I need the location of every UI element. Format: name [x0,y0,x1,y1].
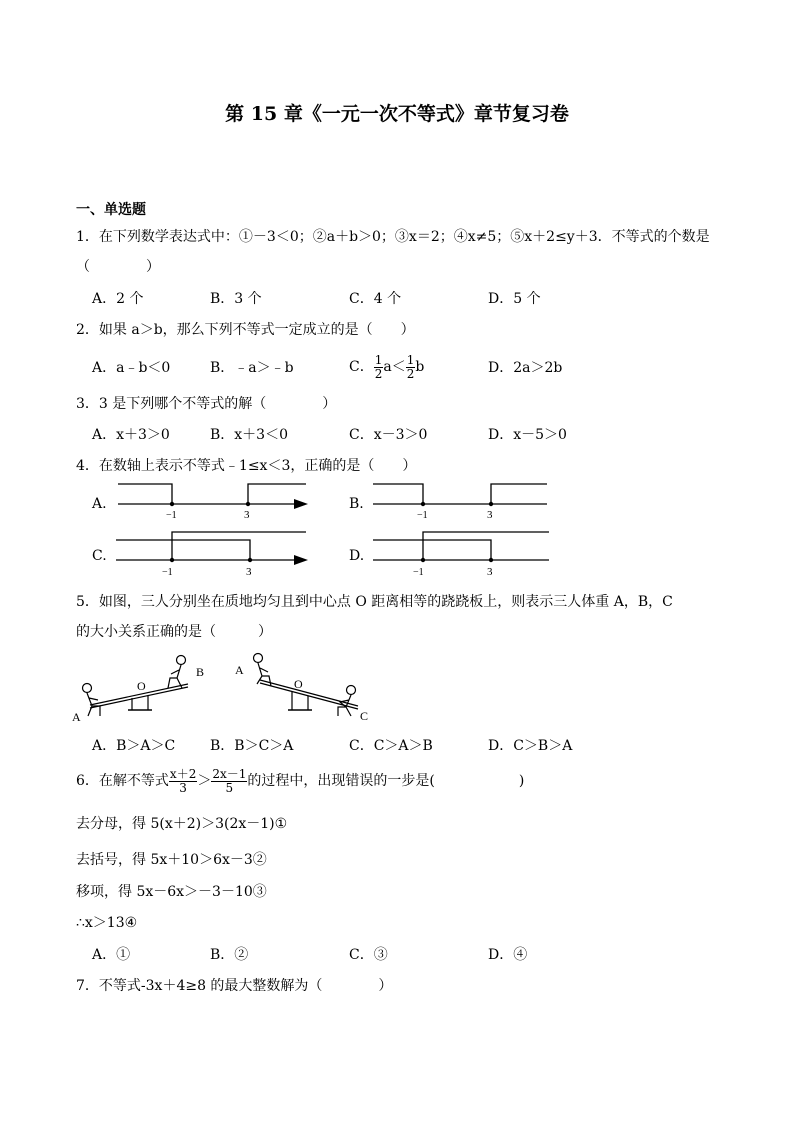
q2-option-c: C． $\frac{1}{2}$ a＜ $\frac{1}{2}$ b [349,352,425,381]
q2-option-a: A．a﹣b＜0 [92,360,171,376]
question-2-stem: 2．如果 a＞b，那么下列不等式一定成立的是（ ） [76,322,415,338]
tick-label: 3 [487,509,493,521]
q1-option-a: A．2 个 [92,291,144,307]
figure-label-c: C [360,709,369,723]
q3-option-d: D．x－5＞0 [488,427,567,443]
tick-label: −1 [413,567,424,578]
seesaw-left [72,656,204,725]
q4-label-c: C. [92,548,107,564]
q4-label-b: B. [349,496,364,512]
q4-numberline-a [110,478,315,524]
tick-label: 3 [244,509,250,521]
figure-label-a: A [72,710,81,724]
q6-option-c: C．③ [349,947,388,963]
figure-label-b: B [196,665,205,679]
seesaw-right [235,654,368,724]
q4-label-d: D. [349,548,365,564]
seesaw-figure [70,650,380,730]
tick-label: −1 [417,510,428,521]
page-title: 第 15 章《一元一次不等式》章节复习卷 [225,103,569,125]
question-5-stem-line-1: 5．如图，三人分别坐在质地均匀且到中心点 O 距离相等的跷跷板上，则表示三人体重 A，B，C [76,594,673,610]
q5-option-b: B．B＞C＞A [210,738,294,754]
figure-label-a-right: A [235,663,244,677]
figure-label-o-right: O [294,677,303,691]
q6-step-2: 去括号，得 5x＋10＞6x－3② [76,852,267,868]
question-1-paren: （ ） [76,259,160,275]
q6-step-3: 移项，得 5x－6x＞－3－10③ [76,884,267,900]
q5-option-d: D．C＞B＞A [488,738,573,754]
section-heading: 一、单选题 [76,202,146,218]
q6-option-b: B．② [210,947,249,963]
q6-option-a: A．① [92,947,131,963]
q4-numberline-b [367,478,557,524]
q4-numberline-d [367,530,557,580]
question-4-stem: 4．在数轴上表示不等式﹣1≤x＜3，正确的是（ ） [76,458,417,474]
question-1-stem: 1．在下列数学表达式中：①－3＜0；②a＋b＞0；③x＝2；④x≠5；⑤x＋2≤y＋3．不等式的个数是 [76,229,710,245]
q1-option-b: B．3 个 [210,291,262,307]
q6-step-1: 去分母，得 5(x＋2)＞3(2x－1)① [76,816,288,832]
q2-option-d: D．2a＞2b [488,360,563,376]
q5-option-a: A．B＞A＞C [92,738,176,754]
q1-option-c: C．4 个 [349,291,402,307]
tick-label: −1 [162,567,173,578]
q3-option-a: A．x＋3＞0 [92,427,170,443]
q1-option-d: D．5 个 [488,291,541,307]
q3-option-c: C．x－3＞0 [349,427,428,443]
q3-option-b: B．x＋3＜0 [210,427,288,443]
q6-step-4: ∴x＞13④ [76,915,138,931]
question-7-stem: 7．不等式-3x＋4≥8 的最大整数解为（ ） [76,978,393,994]
tick-label: 3 [487,566,493,578]
tick-label: 3 [246,566,252,578]
q5-option-c: C．C＞A＞B [349,738,433,754]
q6-option-d: D．④ [488,947,528,963]
q4-label-a: A. [92,496,107,512]
q4-numberline-c [110,530,315,580]
question-6-stem: 6．在解不等式 $\frac{x+2}{3}$ ＞ $\frac{2x-1}{5}$ 的过程中，出现错误的一步是( ) [76,766,525,795]
question-3-stem: 3．3 是下列哪个不等式的解（ ） [76,396,337,412]
q2-option-b: B．﹣a＞﹣b [210,360,294,376]
question-5-stem-line-2: 的大小关系正确的是（ ） [76,624,272,640]
tick-label: −1 [166,510,177,521]
figure-label-o: O [137,679,146,693]
